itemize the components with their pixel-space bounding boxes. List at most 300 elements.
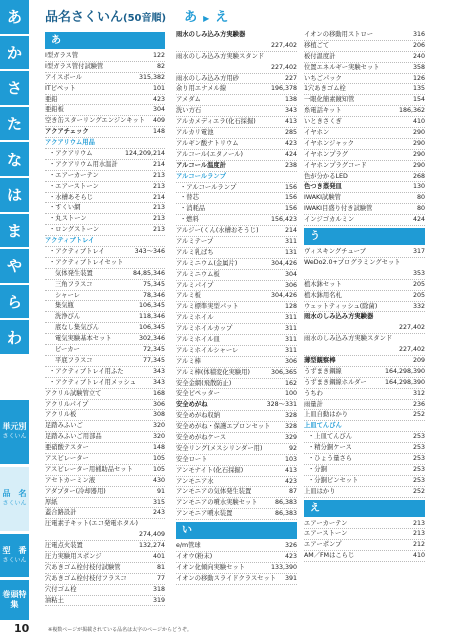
index-entry — [45, 193, 165, 204]
entry-pages: 164,298,390 — [384, 378, 425, 386]
index-entry — [176, 411, 297, 422]
entry-name: ・丸ストーン — [49, 215, 87, 223]
entry-pages: 328 — [284, 423, 297, 431]
entry-name: アセトカーミン液 — [45, 476, 96, 484]
tab-kana-7[interactable]: や — [0, 249, 29, 283]
entry-name: 雨水のしみ込み方実験器 — [304, 313, 374, 321]
entry-pages: 75,345 — [142, 280, 165, 288]
entry-name: 底なし集気びん — [55, 324, 100, 332]
entry-name: アクアリウム用品 — [45, 139, 95, 147]
entry-pages: 101 — [152, 84, 165, 92]
entry-pages: 409 — [152, 117, 165, 125]
entry-pages: 343〜346 — [134, 248, 165, 256]
entry-pages: 148 — [152, 128, 165, 136]
entry-name: 亜鉛 — [45, 95, 58, 103]
index-entry — [304, 291, 425, 302]
tab-kana-2[interactable]: さ — [0, 71, 29, 105]
index-entry — [45, 214, 165, 225]
index-entry — [176, 433, 297, 444]
entry-pages: 87 — [288, 488, 297, 496]
index-entry — [45, 454, 165, 465]
tab-kana-6[interactable]: ま — [0, 214, 29, 248]
entry-pages: 81 — [156, 563, 165, 571]
entry-name: 1穴あきゴム栓 — [304, 85, 346, 93]
entry-name: イヤホンプラグ — [304, 150, 349, 158]
entry-pages: 315,382 — [138, 73, 165, 81]
entry-name: アメダム — [176, 96, 201, 104]
index-entry — [304, 106, 425, 117]
index-entry — [45, 432, 165, 443]
entry-name: イオンの移動用ストロー — [304, 31, 374, 38]
tab-index-sublabel: さくいん — [2, 556, 27, 564]
entry-name: アンモニア噴水装置 — [176, 510, 233, 518]
entry-pages: 304,426 — [270, 259, 297, 267]
entry-name: アスピレーター — [45, 454, 89, 462]
entry-pages: 320 — [152, 433, 165, 441]
index-entry — [304, 215, 425, 226]
index-entry — [304, 421, 425, 432]
entry-name: 安全ピペッター — [176, 390, 220, 398]
index-column-3 — [304, 30, 425, 562]
entry-name: シャーレ — [55, 291, 80, 299]
index-entry — [45, 487, 165, 498]
tab-index-sublabel: さくいん — [2, 500, 27, 507]
entry-name: アルギン酸ナトリウム — [176, 139, 239, 147]
entry-name: うずまき鋼線ホルダー — [304, 378, 367, 386]
entry-name: WeDo2.0+プログラミングセット — [304, 258, 401, 266]
entry-name: アルジー(くん(水槽おそうじ) — [176, 227, 259, 235]
tab-kana-9[interactable]: わ — [0, 320, 29, 354]
entry-name: IWAKI目盛り付き試験管 — [304, 205, 373, 213]
entry-name: アルミパイプ — [176, 281, 214, 289]
index-entry — [45, 574, 165, 585]
entry-pages: 274,409 — [138, 531, 165, 539]
entry-name: 上皿はかり — [304, 487, 336, 495]
index-entry — [176, 477, 297, 488]
index-entry — [45, 541, 165, 552]
entry-pages: 80 — [416, 194, 425, 202]
entry-name: うちわ — [304, 389, 323, 397]
entry-pages: 227 — [284, 74, 297, 82]
index-entry — [45, 62, 165, 73]
index-entry — [304, 150, 425, 161]
entry-name: 穴あきゴム栓付枝付試験管 — [45, 563, 121, 571]
entry-pages: 77,345 — [142, 356, 165, 364]
entry-name: 安全めがね — [176, 401, 208, 409]
index-entry — [45, 236, 165, 247]
index-entry — [304, 356, 425, 367]
page-title: 品名さくいん — [45, 10, 124, 25]
entry-name: 空き缶スターリングエンジンキット — [45, 117, 146, 125]
entry-name: アンモニアの噴水実験セット — [176, 499, 258, 507]
entry-name: インジゴカルミン — [304, 216, 355, 224]
entry-pages: 72,345 — [142, 346, 165, 354]
entry-name: いときさくぎ — [304, 118, 342, 126]
index-entry — [45, 247, 165, 258]
entry-pages: 304 — [284, 270, 297, 278]
entry-name: 油粘土 — [45, 596, 64, 604]
entry-pages: 319 — [152, 596, 165, 604]
index-entry — [176, 487, 297, 498]
entry-pages: 308 — [152, 411, 165, 419]
entry-name: 蓋合路設計 — [45, 509, 77, 517]
entry-name: e/m管球 — [176, 542, 201, 550]
index-entry — [176, 563, 297, 574]
entry-pages: 156,423 — [270, 216, 297, 224]
tab-kana-0[interactable]: あ — [0, 0, 29, 34]
tab-index-label: 品 名 — [2, 489, 27, 498]
tab-index-2[interactable] — [0, 534, 29, 577]
entry-pages: 213 — [152, 171, 165, 179]
index-entry — [176, 139, 297, 150]
entry-name: ・精分銅ケース — [308, 444, 352, 452]
entry-pages: 236 — [412, 400, 425, 408]
index-entry — [45, 378, 165, 389]
entry-pages: 252 — [412, 487, 425, 495]
index-entry — [45, 182, 165, 193]
entry-pages: 138 — [284, 96, 297, 104]
entry-name: 雨水のしみ込み方実験スタンド — [304, 335, 393, 343]
entry-name: 雨量計 — [304, 400, 323, 408]
index-entry — [304, 302, 425, 313]
entry-name: 移植ごて — [304, 41, 330, 49]
entry-name: アルミニウム板 — [176, 270, 220, 278]
entry-pages: 78,346 — [142, 291, 165, 299]
index-entry — [45, 334, 165, 345]
entry-name: 植木鉢セット — [304, 280, 342, 288]
index-entry — [45, 519, 165, 541]
index-column-1 — [45, 30, 165, 606]
entry-pages: 306,365 — [270, 368, 297, 376]
entry-pages: 133,390 — [270, 563, 297, 571]
entry-pages: 86,383 — [274, 510, 297, 518]
entry-pages: 186,362 — [398, 107, 425, 115]
section-header: う — [304, 228, 425, 245]
entry-pages: 168 — [152, 389, 165, 397]
entry-pages: 423 — [284, 477, 297, 485]
index-entry — [45, 389, 165, 400]
index-entry — [304, 63, 425, 74]
entry-name: 色が分かるLED — [304, 172, 348, 180]
range-start-kana: あ — [184, 10, 198, 25]
index-entry — [304, 432, 425, 443]
section-header: い — [176, 522, 297, 539]
entry-pages: 413 — [284, 118, 297, 126]
entry-name: イオンの移動スライドクラスセット — [176, 574, 277, 582]
entry-name: エアーストーン — [304, 530, 348, 538]
entry-pages: 391 — [284, 574, 297, 582]
entry-pages: 311 — [284, 335, 297, 343]
index-entry — [176, 128, 297, 139]
entry-pages: 326 — [284, 542, 297, 550]
entry-name: ・分銅ピンセット — [308, 476, 359, 484]
index-entry — [45, 138, 165, 149]
entry-pages: 413 — [284, 466, 297, 474]
entry-pages: 329 — [284, 433, 297, 441]
index-entry — [176, 455, 297, 466]
entry-name: ・すくい網 — [49, 204, 81, 212]
entry-pages: 253 — [412, 455, 425, 462]
entry-name: アルコール温度計 — [176, 161, 226, 169]
entry-pages: 332 — [412, 302, 425, 310]
entry-pages: 306 — [152, 400, 165, 408]
entry-pages: 424 — [412, 216, 425, 224]
entry-name: ・アクアリウム用水温計 — [49, 160, 118, 168]
index-entry — [304, 334, 425, 356]
entry-pages: 240 — [412, 52, 425, 60]
entry-pages: 122 — [152, 52, 165, 59]
page-subtitle: (50音順) — [123, 13, 167, 24]
entry-name: アルミホイルカップ — [176, 325, 233, 333]
range-end-kana: え — [215, 10, 229, 25]
entry-pages: 238 — [284, 161, 297, 169]
index-entry — [45, 127, 165, 138]
entry-pages: 227,402 — [398, 324, 425, 332]
index-entry — [304, 410, 425, 421]
tab-kana-8[interactable]: ら — [0, 285, 29, 319]
tab-kana-3[interactable]: た — [0, 107, 29, 141]
index-entry — [176, 466, 297, 477]
index-entry — [304, 551, 425, 562]
entry-pages: 311 — [284, 237, 297, 245]
index-entry — [45, 291, 165, 302]
entry-pages: 304 — [152, 106, 165, 114]
index-entry — [304, 529, 425, 540]
entry-pages: 317 — [412, 248, 425, 256]
entry-name: アルミ板 — [176, 292, 201, 300]
entry-pages: 227,402 — [270, 41, 297, 49]
entry-name: ・ひょう量さら — [308, 455, 353, 462]
entry-name: ・エアーストーン — [49, 182, 99, 190]
entry-pages: 430 — [152, 476, 165, 484]
entry-pages: 253 — [412, 433, 425, 441]
index-entry — [176, 541, 297, 552]
entry-pages: 80 — [416, 205, 425, 213]
index-entry — [304, 193, 425, 204]
entry-pages: 154 — [412, 96, 425, 104]
index-entry — [45, 508, 165, 519]
index-entry — [304, 443, 425, 454]
entry-pages: 320 — [152, 422, 165, 430]
entry-pages: 312 — [412, 389, 425, 397]
entry-pages: 92 — [288, 444, 297, 452]
index-entry — [176, 117, 297, 128]
entry-name: 圧電素子キット(エコ発電ホタル) — [45, 520, 138, 528]
entry-name: エアーカーテン — [304, 519, 348, 527]
index-entry — [45, 258, 165, 269]
index-entry — [45, 596, 165, 607]
index-entry — [45, 367, 165, 378]
index-entry — [304, 487, 425, 498]
entry-pages: 423 — [284, 139, 297, 147]
entry-name: アンモナイト(化石採掘) — [176, 466, 244, 474]
index-entry — [45, 84, 165, 95]
tab-index-label: 型 番 — [2, 545, 27, 555]
tab-index-3[interactable] — [0, 580, 29, 620]
entry-name: 糸電話キット — [304, 107, 342, 115]
entry-pages: 130 — [412, 183, 425, 191]
tab-kana-1[interactable]: か — [0, 36, 29, 70]
entry-name: 安全リング(メスシリンダー用) — [176, 444, 263, 452]
index-entry — [176, 161, 297, 172]
entry-name: ・消耗品 — [180, 205, 206, 213]
index-entry — [304, 52, 425, 63]
entry-pages: 253 — [412, 465, 425, 473]
entry-pages: 318 — [152, 585, 165, 593]
entry-name: 圧力実験用スポンジ — [45, 552, 102, 560]
entry-name: AM／FMはこらじ — [304, 552, 355, 560]
index-entry — [304, 204, 425, 215]
entry-name: 一眼化簡素鏡知管 — [304, 96, 355, 104]
entry-pages: 290 — [412, 161, 425, 169]
entry-name: アイスボール — [45, 73, 83, 81]
index-entry — [45, 443, 165, 454]
entry-name: 平底フラスコ — [55, 356, 93, 364]
entry-name: 植木鉢用名札 — [304, 291, 342, 299]
index-entry — [176, 368, 297, 379]
entry-name: アルミホイル — [176, 314, 214, 322]
tab-index-1[interactable] — [0, 467, 29, 531]
index-entry — [304, 247, 425, 258]
section-header: え — [304, 500, 425, 517]
index-entry — [176, 302, 297, 313]
entry-pages: 343 — [152, 378, 165, 386]
entry-pages: 205 — [412, 280, 425, 288]
entry-pages: 156 — [284, 194, 297, 202]
entry-name: 安全めがね・保護エプロンセット — [176, 423, 271, 431]
entry-pages: 206 — [412, 41, 425, 49]
entry-name: アクリル板 — [45, 411, 77, 419]
index-entry — [304, 367, 425, 378]
entry-name: ・アクアリウム — [49, 150, 93, 158]
entry-pages: 214 — [152, 193, 165, 201]
entry-name: 雨水のしみ込み方用砂 — [176, 74, 239, 82]
index-entry — [45, 51, 165, 62]
entry-name: 安全ロート — [176, 455, 208, 463]
entry-name: ・アクティブトレイ用メッシュ — [49, 378, 137, 386]
entry-name: アルカメディエラ(化石採掘) — [176, 118, 256, 126]
entry-name: アルミテープ — [176, 237, 214, 245]
index-tabs — [0, 0, 29, 644]
entry-name: 板付温度計 — [304, 52, 336, 60]
index-entry — [176, 422, 297, 433]
entry-pages: 82 — [156, 62, 165, 70]
entry-pages: 227,402 — [398, 346, 425, 354]
entry-name: ・アクティブトレイセット — [49, 258, 124, 266]
index-entry — [304, 476, 425, 487]
entry-name: ・替芯 — [180, 194, 199, 202]
entry-pages: 358 — [412, 63, 425, 71]
entry-name: 三角フラスコ — [55, 280, 93, 288]
entry-name: アンモニア水 — [176, 477, 214, 485]
entry-pages: 311 — [284, 325, 297, 333]
index-entry — [176, 552, 297, 563]
entry-name: ・アクティブトレイ — [49, 248, 105, 256]
entry-pages: 132,274 — [138, 542, 165, 550]
index-entry — [304, 312, 425, 334]
index-entry — [176, 357, 297, 368]
entry-pages: 290 — [412, 150, 425, 158]
index-entry — [304, 172, 425, 183]
index-entry — [176, 52, 297, 74]
index-entry — [176, 106, 297, 117]
entry-name: ・上皿てんびん — [308, 433, 353, 441]
entry-name: イヤホン — [304, 129, 330, 137]
index-entry — [176, 335, 297, 346]
entry-name: アルカリ電池 — [176, 129, 214, 137]
index-entry — [304, 161, 425, 172]
entry-pages: 106,345 — [138, 302, 165, 310]
index-entry — [176, 237, 297, 248]
entry-pages: 77 — [156, 574, 165, 582]
index-entry — [304, 465, 425, 476]
index-entry — [45, 421, 165, 432]
index-entry — [176, 389, 297, 400]
entry-pages: 213 — [152, 215, 165, 223]
entry-pages: 252 — [412, 411, 425, 419]
index-entry — [45, 73, 165, 84]
index-entry — [176, 291, 297, 302]
index-entry — [45, 323, 165, 334]
entry-pages: 306 — [284, 357, 297, 365]
index-entry — [45, 476, 165, 487]
entry-name: I型ガラス管付試験管 — [45, 62, 104, 70]
tab-kana-4[interactable]: な — [0, 142, 29, 176]
entry-pages: 124,209,214 — [124, 150, 165, 158]
index-entry — [176, 172, 297, 183]
entry-pages: 410 — [412, 118, 425, 126]
tab-index-0[interactable] — [0, 400, 29, 464]
index-entry — [304, 258, 425, 280]
entry-name: アルミ乳ばち — [176, 248, 214, 256]
entry-name: 穴付ゴム栓 — [45, 585, 77, 593]
entry-pages: 84,85,346 — [132, 269, 165, 277]
entry-name: イオン化傾向実験セット — [176, 563, 246, 571]
entry-pages: 213 — [412, 530, 425, 538]
tab-kana-5[interactable]: は — [0, 178, 29, 212]
entry-pages: 311 — [284, 346, 297, 354]
tab-index-sublabel: さくいん — [2, 433, 27, 440]
entry-pages: 205 — [412, 291, 425, 299]
arrow-right-icon: ▶ — [203, 14, 210, 23]
index-entry — [176, 346, 297, 357]
entry-pages: 253 — [412, 476, 425, 484]
entry-name: 厚紙 — [45, 498, 58, 506]
index-column-2 — [176, 30, 297, 585]
entry-name: 薄型観察棒 — [304, 356, 336, 364]
entry-pages: 243 — [152, 509, 165, 517]
entry-name: 安全めがねケース — [176, 433, 227, 441]
entry-pages: 148 — [152, 444, 165, 452]
entry-name: アルミニウム(金属片) — [176, 259, 238, 267]
entry-name: ・ロングストーン — [49, 226, 100, 234]
entry-name: 足踏みふいご用部品 — [45, 433, 102, 441]
entry-name: アルミ棒 — [176, 357, 201, 365]
entry-pages: 135 — [412, 85, 425, 93]
index-entry — [45, 563, 165, 574]
entry-pages: 213 — [152, 204, 165, 212]
index-entry — [304, 95, 425, 106]
entry-pages: 290 — [412, 129, 425, 137]
index-entry — [176, 74, 297, 85]
entry-pages: 213 — [152, 182, 165, 190]
index-entry — [45, 225, 165, 236]
index-entry — [45, 400, 165, 411]
index-entry — [176, 193, 297, 204]
entry-pages: 214 — [152, 160, 165, 168]
index-entry — [176, 226, 297, 237]
entry-name: 亜鉛板 — [45, 106, 64, 114]
